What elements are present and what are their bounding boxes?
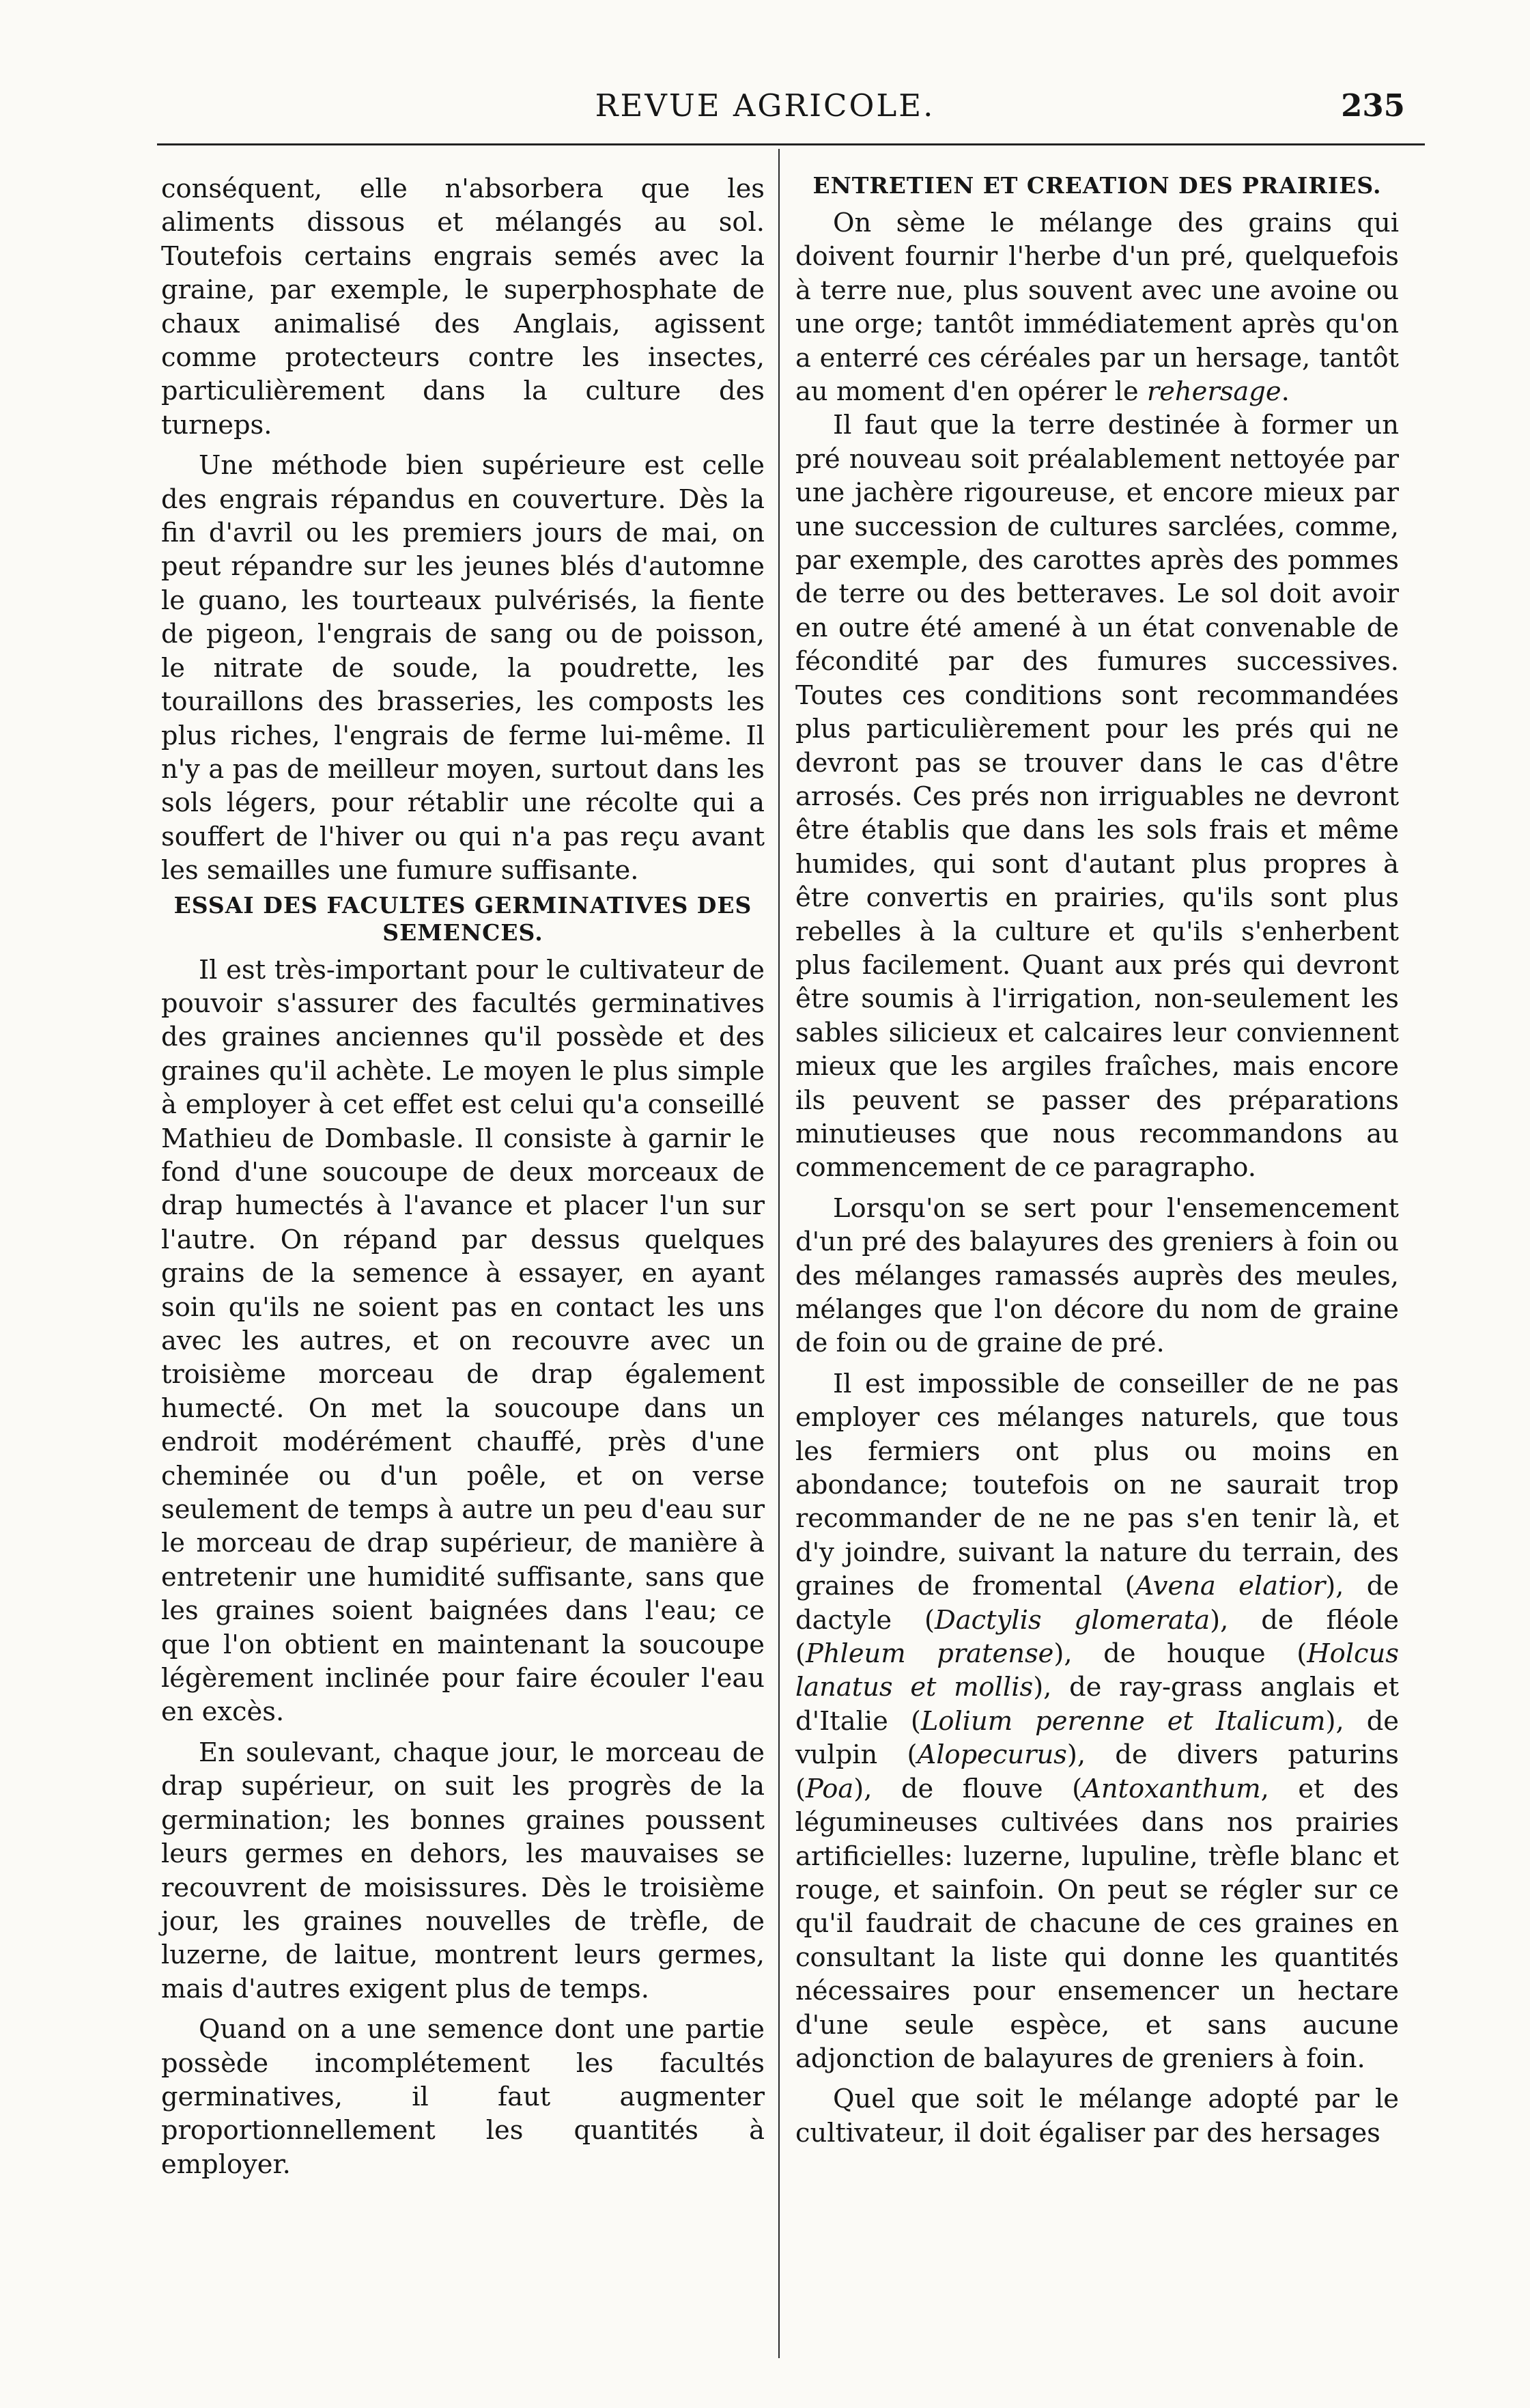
paragraph: Une méthode bien supérieure est celle des engrais répandus en couverture. Dès la fin d'avril ou les premiers jours de mai, on peut répandre sur les jeunes blés d'automne le guano, les tourteaux pulvérisés, la fiente de pigeon, l'engrais de sang ou de poisson, le nitrate de soude, la poudrette, les touraillons des brasseries, les composts les plus riches, l'engrais de ferme lui-même. Il n'y a pas de meilleur moyen, surtout dans les sols légers, pour rétablir une récolte qui a souffert de l'hiver ou qui n'a pas reçu avant les semailles une fumure suffisante.	[161, 450, 765, 886]
section-title: ESSAI DES FACULTES GERMINATIVES DES SEMENCES.	[173, 891, 752, 946]
column-divider	[778, 149, 780, 2358]
page-number: 235	[1341, 87, 1405, 124]
right-column	[795, 172, 1399, 2150]
paragraph: Quel que soit le mélange adopté par le cultivateur, il doit égaliser par des hersages	[795, 2084, 1399, 2148]
paragraph: Quand on a une semence dont une partie possède incomplétement les facultés germinatives, il faut augmenter proportionnellement les quantités à employer.	[161, 2014, 765, 2180]
running-title: REVUE AGRICOLE.	[595, 87, 935, 124]
paragraph: Il est très-important pour le cultivateur de pouvoir s'assurer des facultés germinatives des graines anciennes qu'il possède et des graines qu'il achète. Le moyen le plus simple à employer à cet effet est celui qu'a conseillé Mathieu de Dombasle. Il consiste à garnir le fond d'une soucoupe de deux morceaux de drap humectés à l'avance et placer l'un sur l'autre. On répand par dessus quelques grains de la semence à essayer, en ayant soin qu'ils ne soient pas en contact les uns avec les autres, et on recouvre avec un troisième morceau de drap également humecté. On met la soucoupe dans un endroit modérément chauffé, près d'une cheminée ou d'un poêle, et on verse seulement de temps à autre un peu d'eau sur le morceau de drap supérieur, de manière à entretenir une humidité suffisante, sans que les graines soient baignées dans l'eau; ce que l'on obtient en maintenant la soucoupe légèrement inclinée pour faire écouler l'eau en excès.	[161, 954, 765, 1728]
paragraph: conséquent, elle n'absorbera que les aliments dissous et mélangés au sol. Toutefois certains engrais semés avec la graine, par exemple, le superphosphate de chaux animalisé des Anglais, agissent comme protecteurs contre les insectes, particulièrement dans la culture des turneps.	[161, 173, 765, 440]
paragraph: On sème le mélange des grains qui doivent fournir l'herbe d'un pré, quelquefois à terre nue, plus souvent avec une avoine ou une orge; tantôt immédiatement après qu'on a enterré ces céréales par un hersage, tantôt au moment d'en opérer le rehersage.	[795, 208, 1399, 408]
paragraph: Lorsqu'on se sert pour l'ensemencement d'un pré des balayures des greniers à foin ou des mélanges ramassés auprès des meules, mélanges que l'on décore du nom de graine de foin ou de graine de pré.	[795, 1192, 1399, 1359]
section-title: ENTRETIEN ET CREATION DES PRAIRIES.	[812, 172, 1382, 199]
left-column	[161, 172, 765, 2181]
paragraph: Il faut que la terre destinée à former un pré nouveau soit préalablement nettoyée par une jachère rigoureuse, et encore mieux par une succession de cultures sarclées, comme, par exemple, des carottes après des pommes de terre ou des betteraves. Le sol doit avoir en outre été amené à un état convenable de fécondité par des fumures successives. Toutes ces conditions sont recommandées plus particulièrement pour les prés qui ne devront pas se trouver dans le cas d'être arrosés. Ces prés non irriguables ne devront être établis que dans les sols frais et même humides, qui sont d'autant plus propres à être convertis en prairies, qu'ils sont plus rebelles à la culture et qu'ils s'enherbent plus facilement. Quant aux prés qui devront être soumis à l'irrigation, non-seulement les sables silicieux et calcaires leur conviennent mieux que les argiles fraîches, mais encore ils peuvent se passer des préparations minutieuses que nous recommandons au commencement de ce paragrapho.	[795, 410, 1399, 1184]
page-header	[0, 87, 1530, 135]
paragraph: En soulevant, chaque jour, le morceau de drap supérieur, on suit les progrès de la germination; les bonnes graines poussent leurs germes en dehors, les mauvaises se recouvrent de moisissures. Dès le troisième jour, les graines nouvelles de trèfle, de luzerne, de laitue, montrent leurs germes, mais d'autres exigent plus de temps.	[161, 1737, 765, 2004]
paragraph: Il est impossible de conseiller de ne pas employer ces mélanges naturels, que tous les fermiers ont plus ou moins en abondance; toutefois on ne saurait trop recommander de ne ne pas s'en tenir là, et d'y joindre, suivant la nature du terrain, des graines de fromental (Avena elatior), de dactyle (Dactylis glomerata), de fléole (Phleum pratense), de houque (Holcus lanatus et mollis), de ray-grass anglais et d'Italie (Lolium perenne et Italicum), de vulpin (Alopecurus), de divers paturins (Poa), de flouve (Antoxanthum, et des légumineuses cultivées dans nos prairies artificielles: luzerne, lupuline, trèfle blanc et rouge, et sainfoin. On peut se régler sur ce qu'il faudrait de chacune de ces graines en consultant la liste qui donne les quantités nécessaires pour ensemencer un hectare d'une seule espèce, et sans aucune adjonction de balayures de greniers à foin.	[795, 1368, 1399, 2074]
header-rule	[157, 143, 1425, 145]
